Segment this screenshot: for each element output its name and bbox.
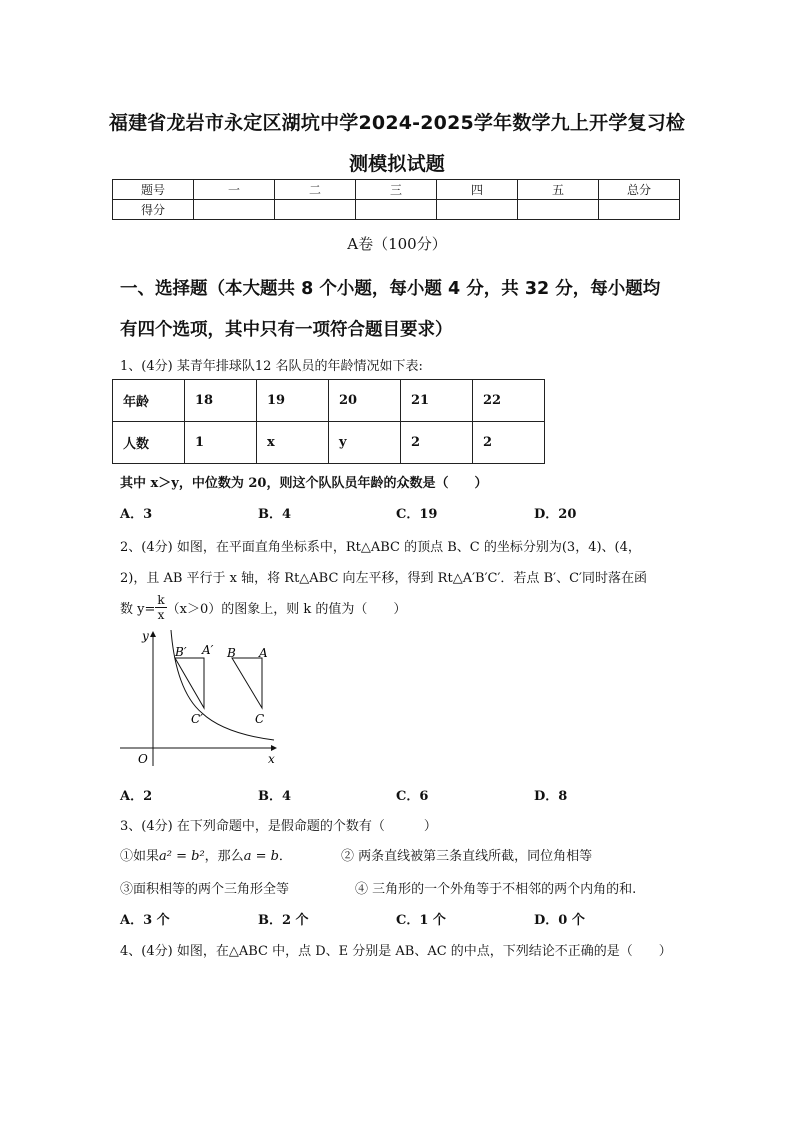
q1-count-row	[113, 422, 545, 464]
q2-option-d[interactable]: D．8	[534, 789, 568, 804]
triangle-a-prime-b-prime-c-prime	[175, 658, 204, 708]
score-input-cell[interactable]	[437, 200, 518, 220]
score-header-cell: 题号	[113, 180, 194, 200]
q2-line-3-suffix: （x＞0）的图象上，则 k 的值为（ ）	[166, 602, 407, 617]
q1-cell: x	[257, 422, 329, 464]
q4-stem: 4、(4分) 如图，在△ABC 中，点 D、E 分别是 AB、AC 的中点，下列结论不正确的是（ ）	[120, 944, 672, 959]
q3-p1-equation-1: a² = b²	[159, 849, 205, 864]
q3-p1-end: ．	[278, 849, 292, 864]
q1-stem: 1、(4分) 某青年排球队12 名队员的年龄情况如下表:	[120, 359, 423, 374]
section-heading-line-1: 一、选择题（本大题共 8 个小题，每小题 4 分，共 32 分，每小题均	[120, 279, 661, 299]
q1-cell: 年龄	[113, 380, 185, 422]
score-input-cell[interactable]	[275, 200, 356, 220]
x-axis-label: x	[268, 752, 275, 766]
q2-fraction-numerator: k	[157, 593, 165, 607]
point-label-a-prime: A′	[202, 643, 214, 657]
q3-proposition-4: ④ 三角形的一个外角等于不相邻的两个内角的和.	[355, 882, 637, 897]
score-header-cell: 三	[356, 180, 437, 200]
q1-option-c[interactable]: C．19	[396, 507, 438, 522]
q1-cell: 21	[401, 380, 473, 422]
score-table	[112, 179, 680, 220]
score-header-cell: 四	[437, 180, 518, 200]
score-header-cell: 五	[518, 180, 599, 200]
q1-cell: 1	[185, 422, 257, 464]
q3-option-d[interactable]: D．0 个	[534, 913, 585, 928]
q2-line-3-prefix: 数 y=	[120, 602, 156, 617]
q2-coordinate-figure	[118, 628, 280, 770]
score-header-cell: 一	[194, 180, 275, 200]
page-title-line-2: 测模拟试题	[348, 153, 445, 175]
q3-proposition-1	[120, 845, 292, 864]
q3-option-c[interactable]: C．1 个	[396, 913, 446, 928]
section-heading-line-2: 有四个选项，其中只有一项符合题目要求）	[120, 320, 453, 340]
q1-option-d[interactable]: D．20	[534, 507, 577, 522]
q1-cell: 2	[401, 422, 473, 464]
triangle-abc	[232, 658, 262, 708]
score-input-cell[interactable]	[518, 200, 599, 220]
q2-option-a[interactable]: A．2	[120, 789, 153, 804]
q1-age-row	[113, 380, 545, 422]
score-header-cell: 二	[275, 180, 356, 200]
q2-fraction-denominator: x	[157, 608, 165, 622]
score-header-cell: 总分	[599, 180, 680, 200]
q2-line-1: 2、(4分) 如图，在平面直角坐标系中，Rt△ABC 的顶点 B、C 的坐标分别为(3，4)、(4，	[120, 540, 641, 555]
point-label-c-prime: C′	[191, 712, 203, 726]
q1-condition: 其中 x＞y，中位数为 20，则这个队队员年龄的众数是（ ）	[120, 476, 488, 491]
q1-cell: 18	[185, 380, 257, 422]
page-title-line-1: 福建省龙岩市永定区湖坑中学2024-2025学年数学九上开学复习检	[108, 112, 686, 134]
q1-age-table	[112, 379, 545, 464]
q1-cell: 2	[473, 422, 545, 464]
point-label-c: C	[255, 712, 265, 726]
q3-stem: 3、(4分) 在下列命题中，是假命题的个数有（ ）	[120, 819, 437, 834]
q1-cell: 22	[473, 380, 545, 422]
point-label-a: A	[259, 646, 268, 660]
q2-option-b[interactable]: B．4	[258, 789, 292, 804]
score-row-label: 得分	[113, 200, 194, 220]
q2-fraction	[155, 593, 166, 622]
q3-p1-prefix: ①如果	[120, 849, 160, 864]
y-axis-label: y	[142, 629, 149, 643]
q3-option-b[interactable]: B．2 个	[258, 913, 309, 928]
q3-p1-middle: ，那么	[204, 849, 244, 864]
q2-line-2: 2)，且 AB 平行于 x 轴，将 Rt△ABC 向左平移，得到 Rt△A′B′C′．若点 B′、C′同时落在函	[120, 571, 647, 586]
q1-cell: 人数	[113, 422, 185, 464]
score-input-cell[interactable]	[599, 200, 680, 220]
score-input-cell[interactable]	[194, 200, 275, 220]
q2-line-3	[120, 593, 406, 622]
volume-heading: A卷（100分）	[347, 235, 447, 253]
point-label-b-prime: B′	[175, 645, 187, 659]
q3-proposition-3: ③面积相等的两个三角形全等	[120, 882, 290, 897]
q2-option-c[interactable]: C．6	[396, 789, 429, 804]
origin-label: O	[138, 752, 148, 766]
score-table-score-row	[113, 200, 680, 220]
score-table-header-row	[113, 180, 680, 200]
q1-cell: 20	[329, 380, 401, 422]
q1-option-b[interactable]: B．4	[258, 507, 292, 522]
point-label-b: B	[227, 646, 236, 660]
q3-proposition-2: ② 两条直线被第三条直线所截，同位角相等	[341, 849, 593, 864]
q1-option-a[interactable]: A．3	[120, 507, 153, 522]
q1-cell: 19	[257, 380, 329, 422]
q1-cell: y	[329, 422, 401, 464]
q3-option-a[interactable]: A．3 个	[120, 913, 170, 928]
score-input-cell[interactable]	[356, 200, 437, 220]
q3-p1-equation-2: a = b	[243, 849, 279, 864]
